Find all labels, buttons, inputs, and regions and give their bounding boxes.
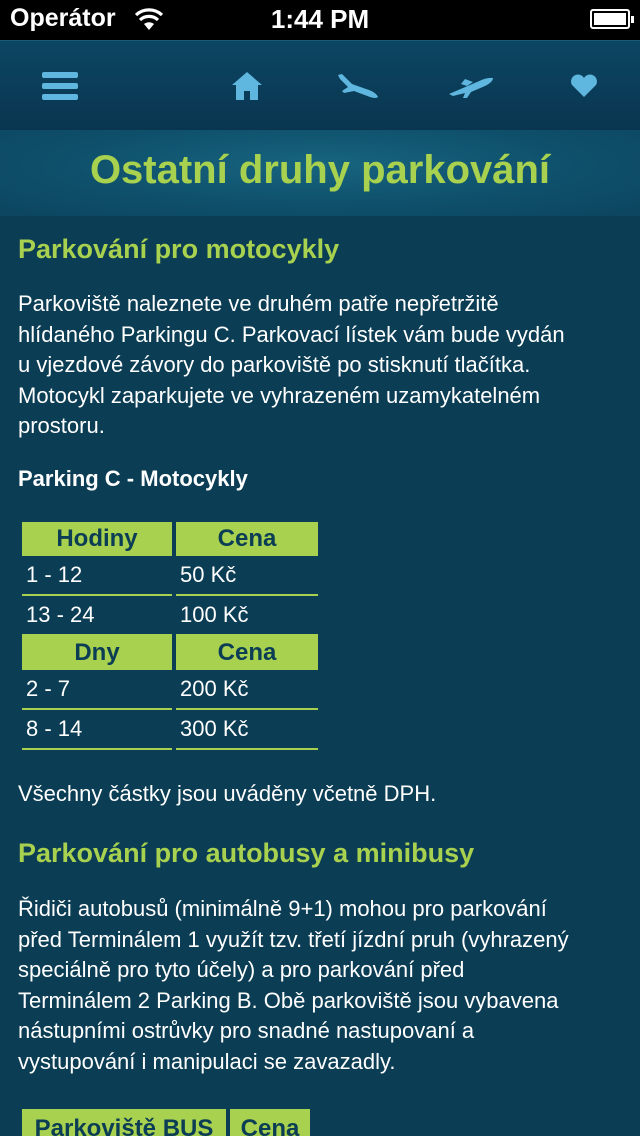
vat-note: Všechny částky jsou uváděny včetně DPH. bbox=[18, 780, 437, 806]
bus-line: speciálně pro tyto účely) a pro parkování před bbox=[18, 957, 465, 982]
carrier-label: Operátor bbox=[10, 4, 116, 32]
moto-subheading: Parking C - Motocykly bbox=[18, 465, 248, 491]
departures-icon[interactable] bbox=[332, 41, 386, 131]
bus-lot-header: Parkoviště BUS bbox=[22, 1109, 226, 1136]
price-header: Cena bbox=[176, 522, 318, 556]
moto-line: hlídaného Parkingu C. Parkovací lístek vám bude vydán bbox=[18, 321, 565, 347]
table-row bbox=[22, 596, 318, 636]
moto-line: prostoru. bbox=[18, 413, 105, 438]
days-header: Dny bbox=[22, 636, 172, 670]
bus-line: vystupování i manipulaci se zavazadly. bbox=[18, 1048, 396, 1074]
table-row bbox=[22, 670, 318, 710]
price-header: Cena bbox=[230, 1109, 310, 1136]
table-cell: 13 - 24 bbox=[22, 596, 172, 636]
moto-line: Parkoviště naleznete ve druhém patře nepřetržitě bbox=[18, 291, 499, 316]
page-title: Ostatní druhy parkování bbox=[89, 148, 551, 192]
status-bar bbox=[0, 0, 640, 40]
table-cell: 2 - 7 bbox=[22, 670, 172, 710]
bus-heading: Parkování pro autobusy a minibusy bbox=[18, 838, 475, 868]
bus-line: Terminálem 2 Parking B. Obě parkoviště jsou vybavena bbox=[18, 987, 559, 1013]
table-cell: 50 Kč bbox=[176, 556, 318, 596]
hours-header: Hodiny bbox=[22, 522, 172, 556]
moto-paragraph bbox=[18, 289, 622, 442]
menu-icon[interactable] bbox=[30, 41, 90, 131]
table-cell: 300 Kč bbox=[176, 710, 318, 750]
table-header-row bbox=[22, 636, 318, 670]
arrivals-icon[interactable] bbox=[442, 41, 500, 131]
moto-line: Motocykl zaparkujete ve vyhrazeném uzamykatelném bbox=[18, 382, 541, 408]
bus-line: Řidiči autobusů (minimálně 9+1) mohou pro parkování bbox=[18, 896, 547, 921]
price-header: Cena bbox=[176, 636, 318, 670]
nav-bar bbox=[0, 40, 640, 130]
moto-heading: Parkování pro motocykly bbox=[18, 234, 340, 264]
bus-line: nástupními ostrůvky pro snadné nastupovaní a bbox=[18, 1018, 475, 1043]
home-icon[interactable] bbox=[222, 41, 272, 131]
moto-price-table bbox=[22, 522, 318, 750]
table-row bbox=[22, 556, 318, 596]
table-row bbox=[22, 710, 318, 750]
favorites-icon[interactable] bbox=[562, 41, 606, 131]
status-time: 1:44 PM bbox=[270, 4, 370, 34]
table-cell: 8 - 14 bbox=[22, 710, 172, 750]
table-cell: 100 Kč bbox=[176, 596, 318, 636]
table-cell: 1 - 12 bbox=[22, 556, 172, 596]
bus-price-table bbox=[22, 1109, 310, 1136]
moto-line: u vjezdové závory do parkoviště po stisknutí tlačítka. bbox=[18, 352, 531, 377]
battery-icon bbox=[590, 9, 630, 29]
bus-line: před Terminálem 1 využít tzv. třetí jízdní pruh (vyhrazený bbox=[18, 926, 569, 952]
content-area bbox=[18, 216, 622, 1136]
table-header-row bbox=[22, 522, 318, 556]
table-cell: 200 Kč bbox=[176, 670, 318, 710]
bus-paragraph bbox=[18, 894, 622, 1077]
table-header-row bbox=[22, 1109, 310, 1136]
